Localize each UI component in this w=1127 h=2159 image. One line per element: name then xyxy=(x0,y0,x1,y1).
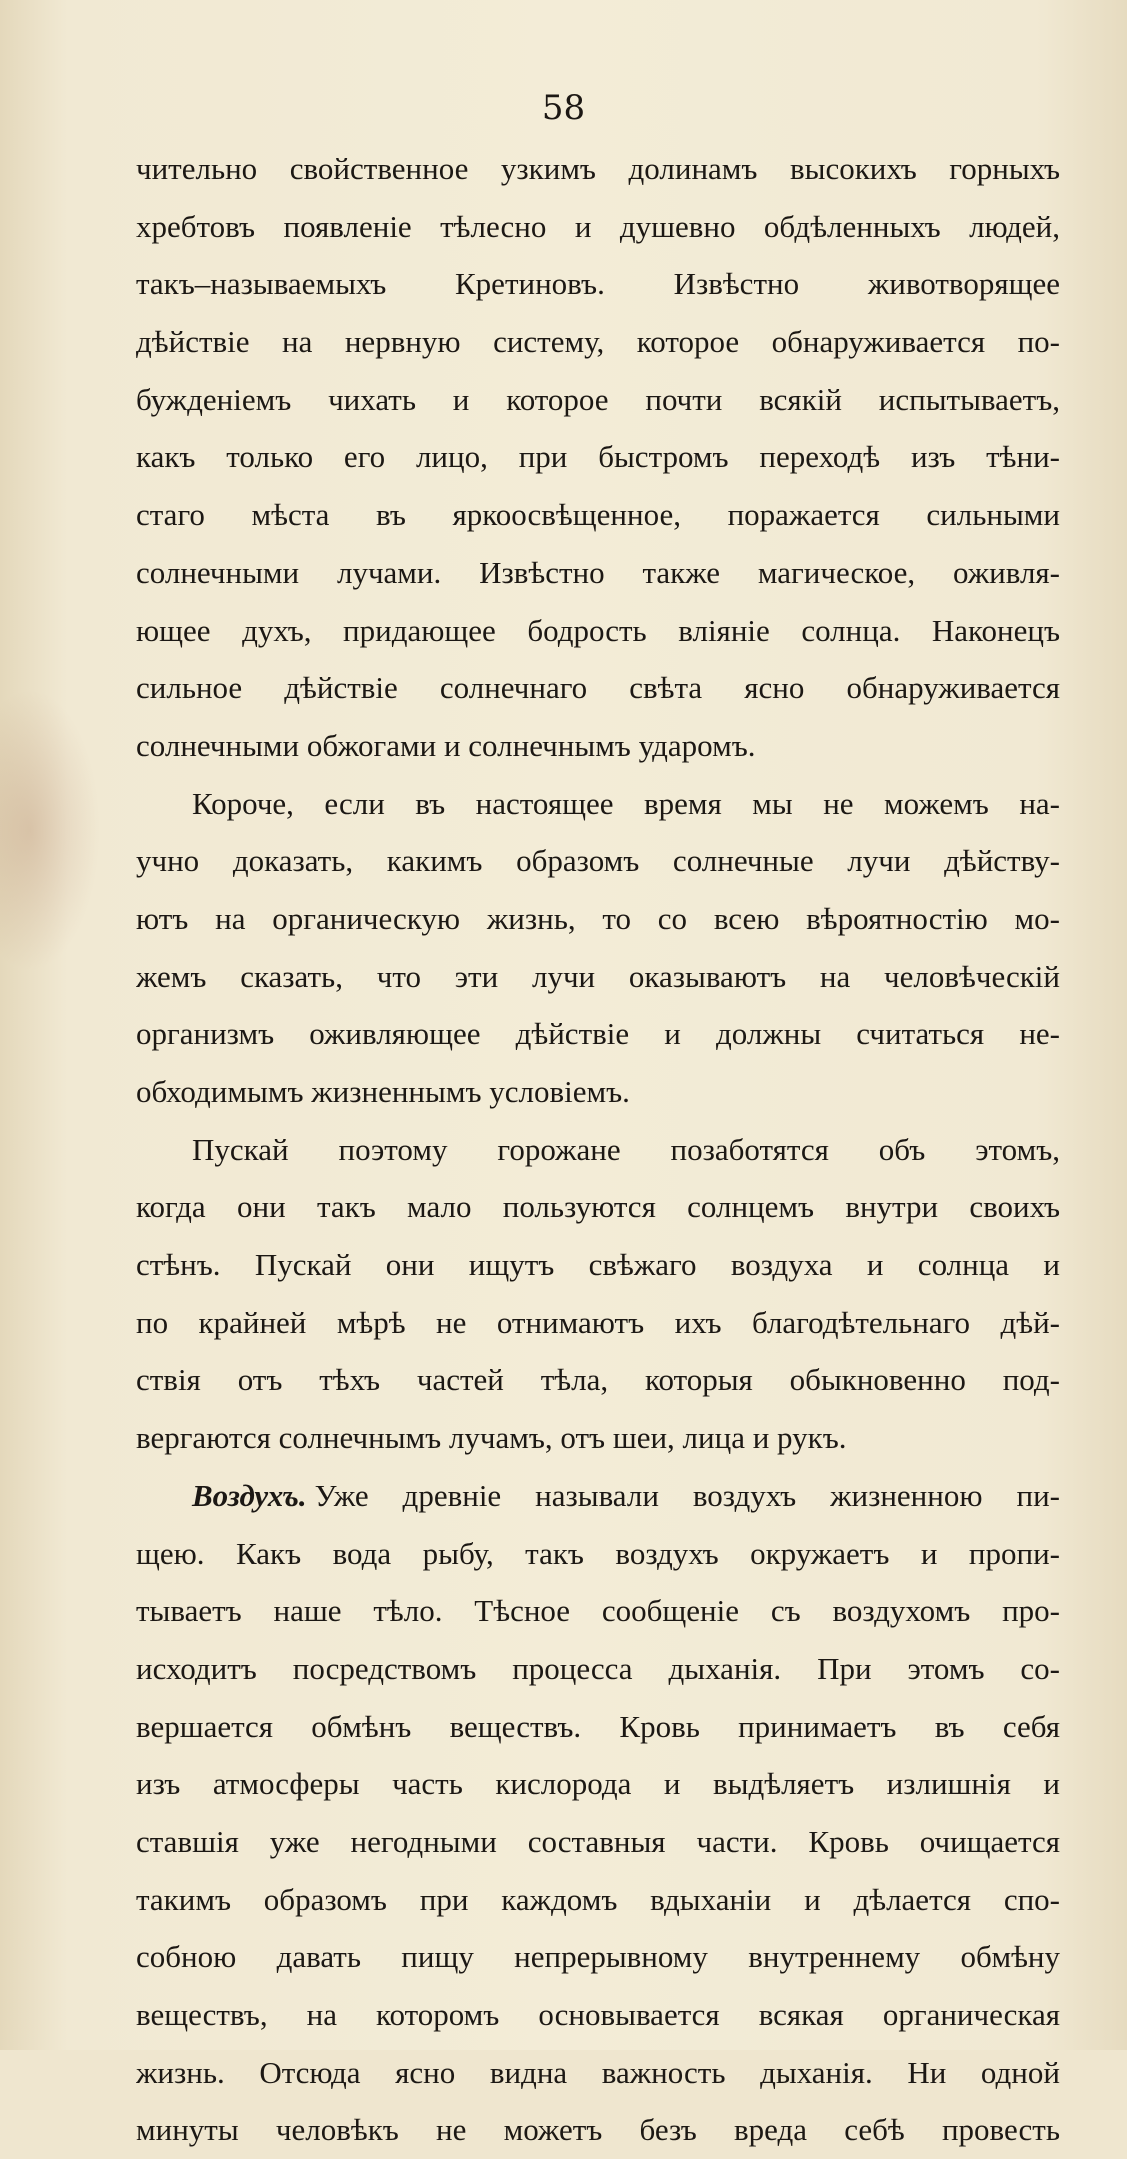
body-text xyxy=(136,140,1060,2159)
text-line: изъ атмосферы часть кислорода и выдѣляетъ излишнія и xyxy=(136,1766,1060,1802)
text-line: жемъ сказать, что эти лучи оказываютъ на человѣческій xyxy=(136,958,1060,994)
text-line: хребтовъ появленіе тѣлесно и душевно обдѣленныхъ людей, xyxy=(136,208,1060,244)
section-heading: Воздухъ. xyxy=(192,1477,307,1513)
text-line: дѣйствіе на нервную систему, которое обнаруживается по- xyxy=(136,324,1060,360)
paragraph-start-line: Короче, если въ настоящее время мы не можемъ на- xyxy=(192,785,1060,821)
text-line: по крайней мѣрѣ не отнимаютъ ихъ благодѣтельнаго дѣй- xyxy=(136,1304,1060,1340)
paragraph-end-line: вергаются солнечнымъ лучамъ, отъ шеи, лица и рукъ. xyxy=(136,1420,847,1456)
section-line-text: Уже древніе называли воздухъ жизненною пи- xyxy=(314,1477,1060,1513)
text-line: стаго мѣста въ яркоосвѣщенное, поражается сильными xyxy=(136,497,1060,533)
text-line: вершается обмѣнъ веществъ. Кровь принимаетъ въ себя xyxy=(136,1708,1060,1744)
text-line: учно доказать, какимъ образомъ солнечные лучи дѣйству- xyxy=(136,843,1060,879)
text-line: стѣнъ. Пускай они ищутъ свѣжаго воздуха и солнца и xyxy=(136,1247,1060,1283)
text-line: минуты человѣкъ не можетъ безъ вреда себѣ провесть xyxy=(136,2112,1060,2148)
text-line: собною давать пищу непрерывному внутреннему обмѣну xyxy=(136,1939,1060,1975)
paragraph-start-line: Пускай поэтому горожане позаботятся объ этомъ, xyxy=(192,1131,1060,1167)
text-line: такъ–называемыхъ Кретиновъ. Извѣстно животворящее xyxy=(136,266,1060,302)
text-line: исходитъ посредствомъ процесса дыханія. При этомъ со- xyxy=(136,1650,1060,1686)
section-start-line xyxy=(136,1467,1060,1525)
text-line: такимъ образомъ при каждомъ вдыханіи и дѣлается спо- xyxy=(136,1881,1060,1917)
text-line: когда они такъ мало пользуются солнцемъ внутри своихъ xyxy=(136,1189,1060,1225)
paragraph-end-line: солнечными обжогами и солнечнымъ ударомъ. xyxy=(136,727,756,763)
text-line: бужденіемъ чихать и которое почти всякій испытываетъ, xyxy=(136,381,1060,417)
text-line: ющее духъ, придающее бодрость вліяніе солнца. Наконецъ xyxy=(136,612,1060,648)
text-line: щею. Какъ вода рыбу, такъ воздухъ окружаетъ и пропи- xyxy=(136,1535,1060,1571)
text-line: какъ только его лицо, при быстромъ переходѣ изъ тѣни- xyxy=(136,439,1060,475)
page-number: 58 xyxy=(541,88,586,128)
text-line: ютъ на органическую жизнь, то со всею вѣроятностію мо- xyxy=(136,900,1060,936)
text-line: организмъ оживляющее дѣйствіе и должны считаться не- xyxy=(136,1016,1060,1052)
text-line: чительно свойственное узкимъ долинамъ высокихъ горныхъ xyxy=(136,151,1060,186)
paragraph-end-line: обходимымъ жизненнымъ условіемъ. xyxy=(136,1074,630,1109)
text-line: ствія отъ тѣхъ частей тѣла, которыя обыкновенно под- xyxy=(136,1362,1060,1398)
text-line: веществъ, на которомъ основывается всякая органическая xyxy=(136,1997,1060,2032)
text-line: жизнь. Отсюда ясно видна важность дыханія. Ни одной xyxy=(136,2054,1060,2090)
text-line: тываетъ наше тѣло. Тѣсное сообщеніе съ воздухомъ про- xyxy=(136,1593,1060,1629)
text-line: солнечными лучами. Извѣстно также магическое, оживля- xyxy=(136,554,1060,590)
text-line: ставшія уже негодными составныя части. Кровь очищается xyxy=(136,1823,1060,1859)
text-line: сильное дѣйствіе солнечнаго свѣта ясно обнаруживается xyxy=(136,670,1060,706)
